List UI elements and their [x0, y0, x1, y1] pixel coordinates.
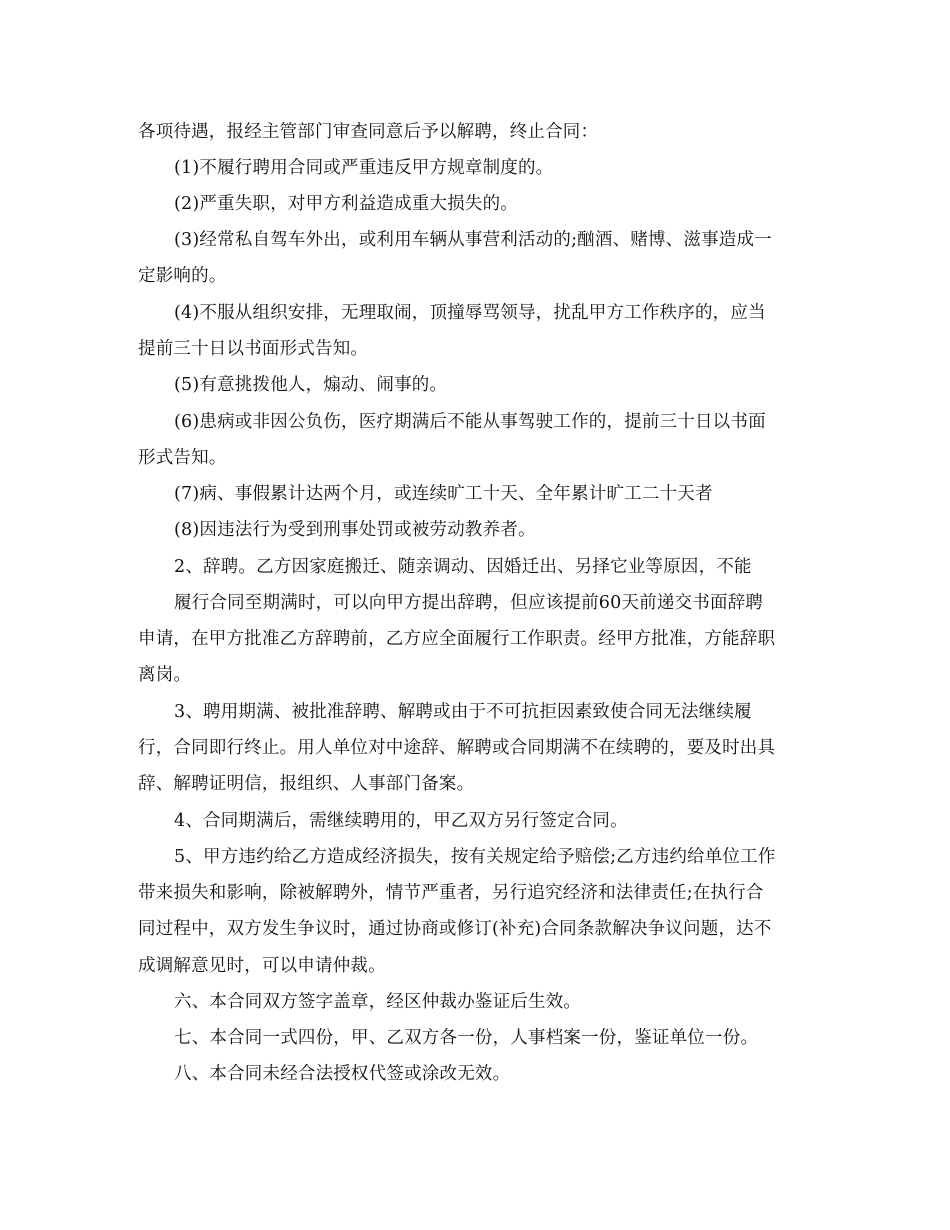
- text-line: (5)有意挑拨他人，煽动、闹事的。: [174, 375, 448, 395]
- text-line: 离岗。: [138, 665, 192, 685]
- text-line: 形式告知。: [138, 448, 227, 468]
- text-line: (8)因违法行为受到刑事处罚或被劳动教养者。: [174, 520, 536, 540]
- text-line: 八、本合同未经合法授权代签或涂改无效。: [174, 1064, 511, 1084]
- text-line: 定影响的。: [138, 266, 227, 286]
- text-line: 行，合同即行终止。用人单位对中途辞、解聘或合同期满不在续聘的，要及时出具: [138, 738, 776, 758]
- text-line: 成调解意见时，可以申请仲裁。: [138, 956, 386, 976]
- text-line: 2、辞聘。乙方因家庭搬迁、随亲调动、因婚迁出、另择它业等原因，不能: [174, 557, 752, 577]
- text-line: (3)经常私自驾车外出，或利用车辆从事营利活动的;酗酒、赌博、滋事造成一: [174, 230, 772, 250]
- text-line: 5、甲方违约给乙方造成经济损失，按有关规定给予赔偿;乙方违约给单位工作: [174, 847, 776, 867]
- text-line: (2)严重失职，对甲方利益造成重大损失的。: [174, 194, 518, 214]
- text-line: 七、本合同一式四份，甲、乙双方各一份，人事档案一份，鉴证单位一份。: [174, 1028, 759, 1048]
- text-line: 各项待遇，报经主管部门审查同意后予以解聘，终止合同：: [138, 122, 599, 142]
- text-line: 同过程中，双方发生争议时，通过协商或修订(补充)合同条款解决争议问题，达不: [138, 919, 772, 939]
- text-line: 带来损失和影响，除被解聘外，情节严重者，另行追究经济和法律责任;在执行合: [138, 883, 764, 903]
- text-line: (6)患病或非因公负伤，医疗期满后不能从事驾驶工作的，提前三十日以书面: [174, 412, 766, 432]
- text-line: 提前三十日以书面形式告知。: [138, 339, 369, 359]
- text-line: 履行合同至期满时，可以向甲方提出辞聘，但应该提前60天前递交书面辞聘: [174, 593, 764, 613]
- text-line: 辞、解聘证明信，报组织、人事部门备案。: [138, 774, 475, 794]
- text-line: 六、本合同双方签字盖章，经区仲裁办鉴证后生效。: [174, 992, 582, 1012]
- text-line: 申请，在甲方批准乙方辞聘前，乙方应全面履行工作职责。经甲方批准，方能辞职: [138, 629, 776, 649]
- text-line: 3、聘用期满、被批准辞聘、解聘或由于不可抗拒因素致使合同无法继续履: [174, 702, 752, 722]
- text-line: 4、合同期满后，需继续聘用的，甲乙双方另行签定合同。: [174, 811, 628, 831]
- text-line: (1)不履行聘用合同或严重违反甲方规章制度的。: [174, 158, 554, 178]
- text-line: (4)不服从组织安排，无理取闹，顶撞辱骂领导，扰乱甲方工作秩序的，应当: [174, 303, 766, 323]
- text-line: (7)病、事假累计达两个月，或连续旷工十天、全年累计旷工二十天者: [174, 484, 713, 504]
